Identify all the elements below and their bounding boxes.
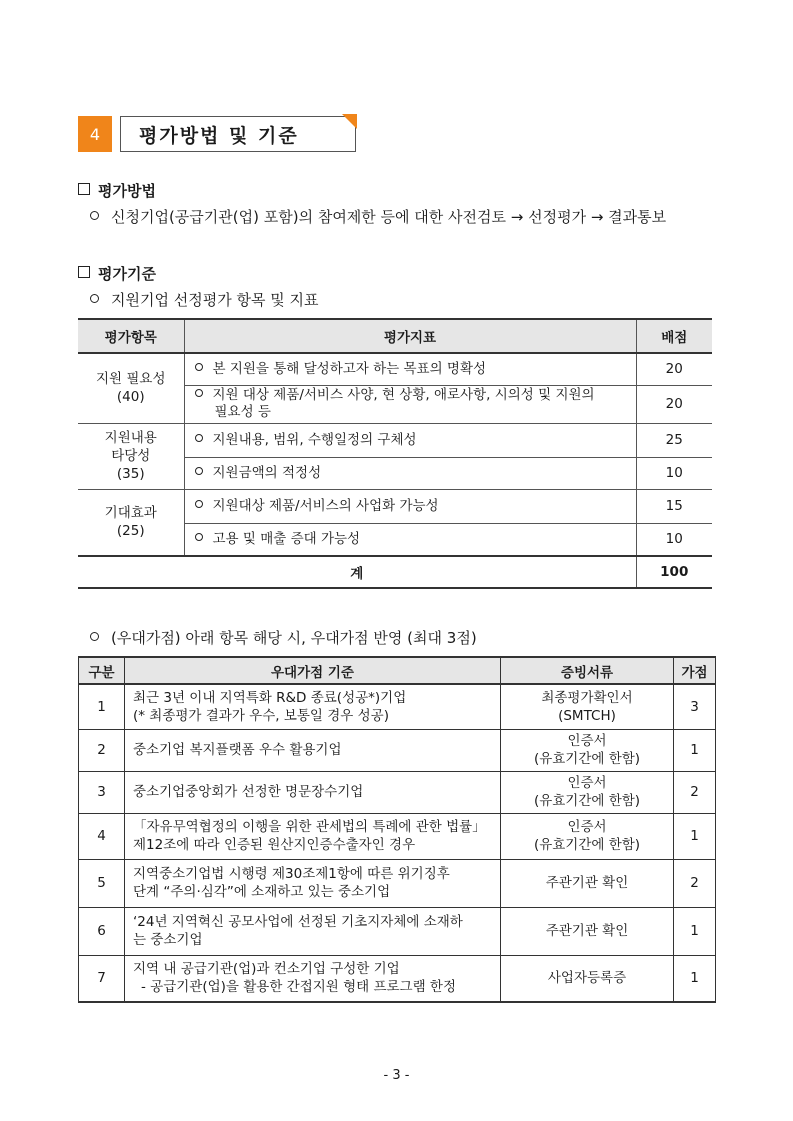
header-points: 배점 [636,319,712,353]
evidence-text: 인증서 [567,775,607,791]
category-name: 지원내용 [104,430,157,446]
category-cell [78,423,184,489]
circle-bullet-icon [195,434,203,442]
evidence-text-continued: (유효기간에 한함) [533,793,641,809]
criterion-text-continued: 제12조에 따라 인증된 원산지인증수출자인 경우 [133,837,416,853]
evaluation-criteria-table [78,318,712,589]
criterion-cell [125,684,501,729]
criterion-cell [125,859,501,907]
method-heading [78,180,156,201]
indicator-cell [184,457,636,489]
evidence-cell [501,729,674,771]
category-cell [78,353,184,423]
table-row [79,955,716,1002]
indicator-cell [184,423,636,457]
criterion-text-continued: 단계 “주의·심각”에 소재하고 있는 중소기업 [133,884,391,900]
total-label: 계 [78,556,636,588]
criterion-cell [125,813,501,859]
evidence-cell [501,771,674,813]
criterion-cell: 중소기업중앙회가 선정한 명문장수기업 [125,771,501,813]
table-row [79,813,716,859]
category-score: (35) [116,466,145,482]
circle-bullet-icon [90,211,99,220]
indicator-text-continued: 필요성 등 [214,404,271,420]
circle-bullet-icon [195,389,203,397]
points-cell: 20 [636,385,712,423]
circle-bullet-icon [90,632,99,641]
method-bullet [90,206,666,227]
indicator-cell [184,385,636,423]
header-no: 구분 [79,657,125,684]
bonus-bullet-text: (우대가점) 아래 항목 해당 시, 우대가점 반영 (최대 3점) [111,629,477,647]
table-row [78,489,712,523]
circle-bullet-icon [195,363,203,371]
method-heading-text: 평가방법 [98,182,156,200]
criterion-text: 지역 내 공급기관(업)과 컨소기업 구성한 기업 [133,961,400,978]
indicator-text: 지원내용, 범위, 수행일정의 구체성 [212,431,417,448]
header-category: 평가항목 [78,319,184,353]
total-row [78,556,712,588]
row-number: 1 [79,684,125,729]
row-number: 2 [79,729,125,771]
table-row [79,729,716,771]
square-bullet-icon [78,266,90,278]
table-row [78,353,712,385]
table-row [79,684,716,729]
bonus-points-cell: 2 [674,859,716,907]
evidence-text-continued: (SMTCH) [558,707,616,724]
points-cell: 25 [636,423,712,457]
criteria-bullet-text: 지원기업 선정평가 항목 및 지표 [111,291,319,309]
row-number: 4 [79,813,125,859]
category-score: (25) [116,523,145,540]
table-header-row [79,657,716,684]
indicator-text: 본 지원을 통해 달성하고자 하는 목표의 명확성 [212,360,487,377]
header-evidence: 증빙서류 [501,657,674,684]
criterion-text: 지역중소기업법 시행령 제30조제1항에 따른 위기징후 [133,866,450,882]
points-cell: 10 [636,457,712,489]
criteria-bullet [90,289,318,310]
criterion-text-continued: 는 중소기업 [133,932,203,948]
evidence-text: 인증서 [567,819,607,835]
indicator-cell [184,353,636,385]
section-title-corner-decoration [342,114,357,129]
row-number: 5 [79,859,125,907]
category-name: 기대효과 [104,505,157,522]
evidence-cell: 주관기관 확인 [501,907,674,955]
table-row [79,771,716,813]
criteria-heading [78,263,156,284]
bonus-points-cell: 1 [674,955,716,1002]
criterion-cell: 중소기업 복지플랫폼 우수 활용기업 [125,729,501,771]
evidence-cell [501,813,674,859]
indicator-text: 지원 대상 제품/서비스 사양, 현 상황, 애로사항, 시의성 및 지원의 [212,387,595,403]
evidence-text: 인증서 [567,733,607,749]
row-number: 6 [79,907,125,955]
criterion-text-continued: (* 최종평가 결과가 우수, 보통일 경우 성공) [133,707,389,724]
criterion-cell [125,955,501,1002]
bonus-points-cell: 1 [674,907,716,955]
category-cell [78,489,184,556]
header-indicator: 평가지표 [184,319,636,353]
table-row [78,423,712,457]
bonus-points-cell: 1 [674,729,716,771]
criterion-text-continued: - 공급기관(업)을 활용한 간접지원 형태 프로그램 한정 [141,979,457,996]
bonus-points-cell: 2 [674,771,716,813]
category-score: (40) [116,389,145,406]
criteria-heading-text: 평가기준 [98,265,156,283]
section-number-badge: 4 [78,116,112,152]
total-value: 100 [636,556,712,588]
circle-bullet-icon [195,500,203,508]
criterion-text: 「자유무역협정의 이행을 위한 관세법의 특례에 관한 법률」 [133,819,486,835]
bonus-points-cell: 3 [674,684,716,729]
row-number: 3 [79,771,125,813]
indicator-cell [184,489,636,523]
table-header-row [78,319,712,353]
section-title: 평가방법 및 기준 [120,116,356,152]
criterion-text: 최근 3년 이내 지역특화 R&D 종료(성공*)기업 [133,689,407,706]
criterion-text: ‘24년 지역혁신 공모사업에 선정된 기초지자체에 소재하 [133,914,463,930]
indicator-cell [184,523,636,556]
table-row [79,907,716,955]
circle-bullet-icon [195,533,203,541]
evidence-cell: 주관기관 확인 [501,859,674,907]
bonus-bullet [90,627,477,648]
criterion-cell [125,907,501,955]
square-bullet-icon [78,183,90,195]
bonus-points-table [78,656,716,1003]
points-cell: 15 [636,489,712,523]
header-bonus: 가점 [674,657,716,684]
row-number: 7 [79,955,125,1002]
evidence-text-continued: (유효기간에 한함) [533,837,641,853]
category-name: 지원 필요성 [96,371,166,388]
indicator-text: 지원금액의 적정성 [212,464,322,481]
circle-bullet-icon [195,467,203,475]
table-row [79,859,716,907]
category-name-continued: 타당성 [111,448,151,464]
evidence-text-continued: (유효기간에 한함) [533,751,641,767]
points-cell: 10 [636,523,712,556]
method-bullet-text: 신청기업(공급기관(업) 포함)의 참여제한 등에 대한 사전검토 → 선정평가 → 결과통보 [111,208,667,226]
page-number: - 3 - [383,1068,410,1083]
header-criterion: 우대가점 기준 [125,657,501,684]
points-cell: 20 [636,353,712,385]
evidence-cell: 사업자등록증 [501,955,674,1002]
indicator-text: 지원대상 제품/서비스의 사업화 가능성 [212,497,439,514]
indicator-text: 고용 및 매출 증대 가능성 [212,530,361,547]
evidence-text: 최종평가확인서 [541,689,633,706]
circle-bullet-icon [90,294,99,303]
bonus-points-cell: 1 [674,813,716,859]
evidence-cell [501,684,674,729]
